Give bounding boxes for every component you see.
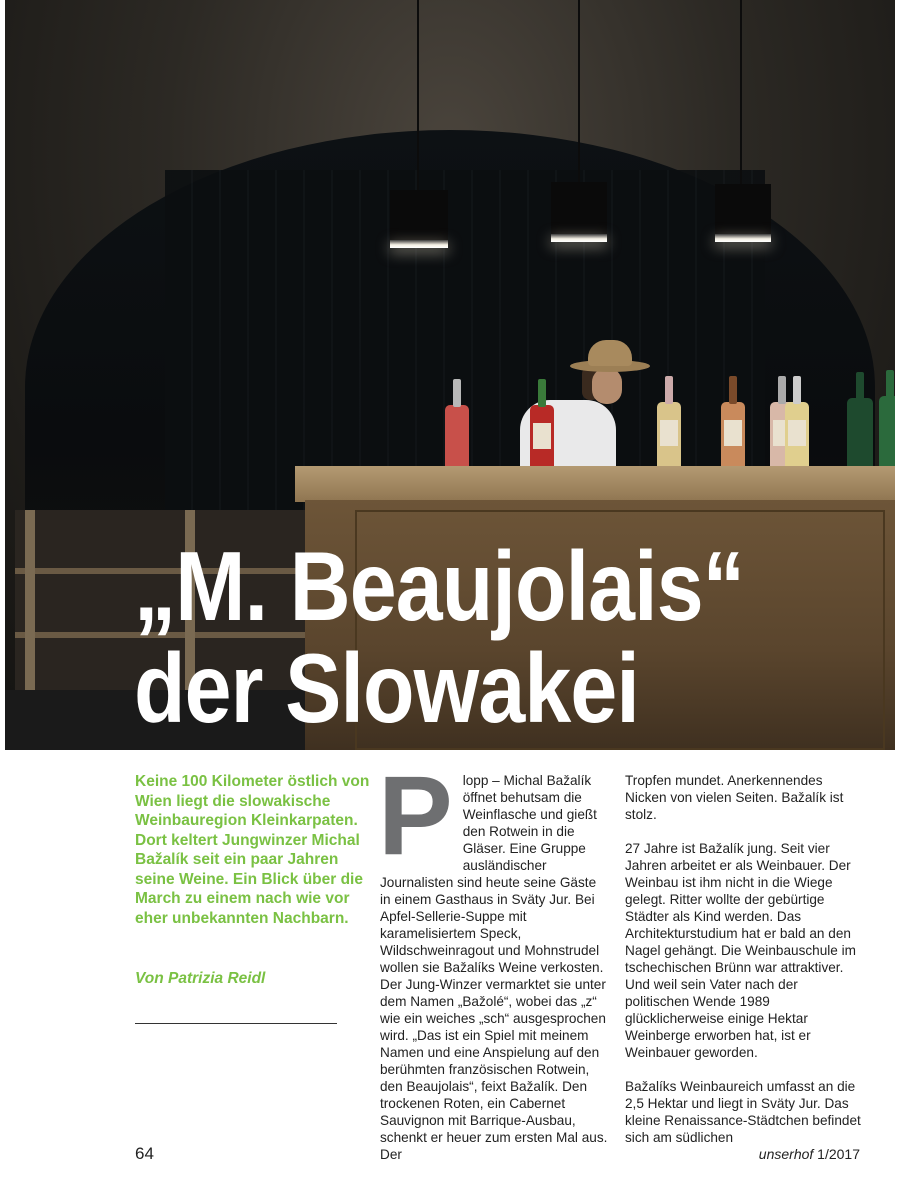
bar-counter-top <box>295 466 895 502</box>
wine-bottle <box>657 402 681 474</box>
article-intro: Keine 100 Kilometer östlich von Wien liegt die slowakische Weinbauregion Kleinkarpaten. Dort keltert Jungwinzer Michal Bažalík seit ein paar Jahren seine Weine. Ein Blick über die March zu einem nach wie vor eher unbekannten Nachbarn. <box>135 773 370 927</box>
shelf-post <box>25 510 35 710</box>
body-paragraph: 27 Jahre ist Bažalík jung. Seit vier Jahren arbeitet er als Weinbauer. Der Weinbau ist ihm nicht in die Wiege gelegt. Ritter wollte der gebürtige Städter als Kind werden. Das Architekturstudium hat er bald an den Nagel gehängt. Die Weinbauschule im tschechischen Brünn war attraktiver. Und weil sein Vater nach der politischen Wende 1989 glücklicherweise einige Hektar Weinberge erworben hat, ist er Weinbauer geworden. <box>625 841 856 1060</box>
body-paragraph: lopp – Michal Bažalík öffnet behutsam die Weinflasche und gießt den Rotwein in die Gläser. Eine Gruppe ausländischer Journalisten sind heute seine Gäste in einem Gasthaus in Sväty Jur. Bei Apfel-Sellerie-Suppe mit karamelisiertem Speck, Wildschweinragout und Mohnstrudel wollen sie Bažalíks Weine verkosten. Der Jung-Winzer vermarktet sie unter dem Namen „Bažolé“, wobei das „z“ wie ein weiches „sch“ ausgesprochen wird. „Das ist ein Spiel mit meinem Namen und eine Anspielung auf den berühmten französischen Rotwein, den Beaujolais“, feixt Bažalík. Den trockenen Roten, ein Cabernet Sauvignon mit Barrique-Ausbau, schenkt er heuer zum ersten Mal aus. Der <box>380 773 608 1162</box>
article-headline <box>134 531 744 743</box>
wine-bottle <box>785 402 809 474</box>
headline-line-1: „M. Beaujolais“ <box>134 531 744 641</box>
headline-line-2: der Slowakei <box>134 633 639 743</box>
pendant-lamp <box>551 182 607 236</box>
issue-number: 1/2017 <box>817 1146 860 1162</box>
lamp-light <box>390 240 448 248</box>
body-paragraph: Tropfen mundet. Anerkennendes Nicken von vielen Seiten. Bažalík ist stolz. <box>625 773 844 822</box>
winemaker-figure <box>500 340 610 470</box>
body-paragraph: Bažalíks Weinbaureich umfasst an die 2,5 Hektar und liegt in Sväty Jur. Das kleine Renaissance-Städtchen befindet sich am südlichen <box>625 1079 861 1145</box>
magazine-name: unserhof <box>758 1146 814 1162</box>
author-byline: Von Patrizia Reidl <box>135 970 266 987</box>
lamp-light <box>551 234 607 242</box>
drop-cap: P <box>378 753 453 878</box>
body-column-2 <box>625 772 865 1163</box>
pendant-lamp <box>390 190 448 242</box>
water-bottle <box>847 398 873 474</box>
water-bottle <box>879 396 895 472</box>
divider-rule <box>135 1023 337 1024</box>
body-column-1 <box>378 753 610 1180</box>
magazine-footer <box>759 1146 860 1162</box>
lamp-light <box>715 234 771 242</box>
wine-bottle <box>721 402 745 474</box>
pendant-lamp <box>715 184 771 236</box>
page-number: 64 <box>135 1144 154 1163</box>
